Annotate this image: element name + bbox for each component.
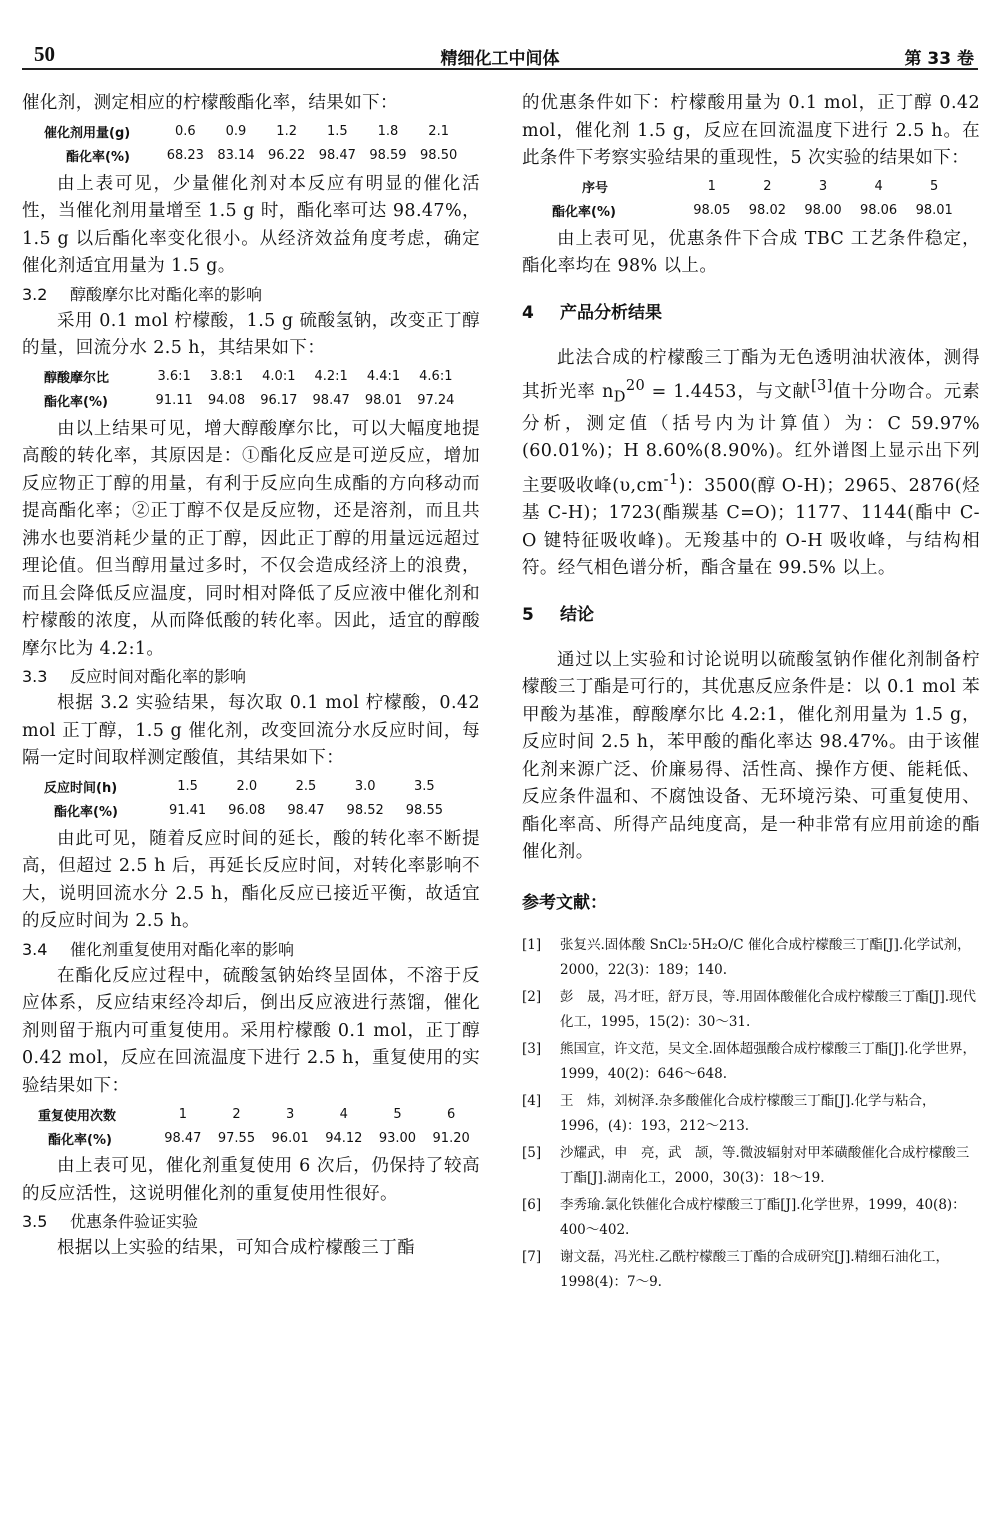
table-cell: 1.5 [326,124,348,139]
table-cell: 3 [818,179,828,194]
table-cell: 97.55 [217,1130,256,1146]
table-cell: 3.0 [354,779,376,794]
table-cell: 0.9 [225,124,247,139]
table-cell: 5 [393,1106,402,1122]
table-cell: 98.55 [405,803,443,818]
reference-number: [6] [522,1196,542,1213]
table-cell: 91.11 [155,393,193,408]
table-cell: 醇酸摩尔比 [44,371,110,386]
table-row [552,199,962,223]
section-number: 3.2 [22,284,48,304]
paragraph: 由上表可见，优惠条件下合成 TBC 工艺条件稳定，酯化率均在 98% 以上。 [522,228,980,276]
references-title: 参考文献： [522,892,607,913]
volume-label: 第 33 卷 [904,49,974,69]
table-cell: 98.47 [318,148,356,163]
table-cell: 酯化率(%) [48,1132,112,1148]
table-cell: 1.5 [177,779,198,794]
table-cell: 2 [763,179,772,194]
section-title: 结论 [560,604,594,625]
section-heading-5 [522,601,980,629]
table-cell: 6 [447,1106,456,1122]
table-cell: 96.17 [260,393,298,408]
references-list [522,933,980,1295]
reference-item [522,1193,980,1243]
reference-number: [3] [522,1040,542,1057]
page-header [22,28,978,70]
table-cell: 98.05 [693,203,731,218]
table-cell: 3.5 [414,779,435,794]
reference-text: 张复兴.固体酸 SnCl₂·5H₂O/C 催化合成柠檬酸三丁酯[J].化学试剂，2000，22(3)：189；140. [560,936,971,978]
table-cell: 0.6 [174,124,196,139]
left-column [22,90,480,1508]
table-cell: 97.24 [417,393,455,408]
table-cell: 2.0 [236,779,258,794]
section-heading-4 [522,299,980,327]
reference-item [522,933,980,983]
table-row [44,775,454,799]
reference-item [522,1089,980,1139]
paragraph: 由上表可见，催化剂重复使用 6 次后，仍保持了较高的反应活性，这说明催化剂的重复使用性很好。 [22,1156,480,1204]
paragraph: 由上表可见，少量催化剂对本反应有明显的催化活性，当催化剂用量增至 1.5 g 时，酯化率可达 98.47%，1.5 g 以后酯化率变化很小。从经济效益角度考虑，确定催化剂适宜用量为 1.5 g。 [22,173,480,276]
reference-text: 谢文磊，冯光柱.乙酰柠檬酸三丁酯的合成研究[J].精细石油化工，1998(4)：7～9. [560,1248,950,1290]
paragraph: 由以上结果可见，增大醇酸摩尔比，可以大幅度地提高酸的转化率，其原因是：①酯化反应是可逆反应，增加反应物正丁醇的用量，有利于反应向生成酯的方向移动而提高酯化率；②正丁醇不仅是反应物，还是溶剂，而且共沸水也要消耗少量的正丁醇，因此正丁醇的用量远远超过理论值。但当醇用量过多时，不仅会造成经济上的浪费，而且会降低反应温度，同时相对降低了反应液中催化剂和柠檬酸的浓度，从而降低酸的转化率。因此，适宜的醇酸摩尔比为 4.2:1。 [22,418,480,659]
table-cell: 98.50 [420,148,458,163]
table-cell: 3.6:1 [157,369,191,384]
reference-text: 王 炜，刘树泽.杂多酸催化合成柠檬酸三丁酯[J].化学与粘合，1996，(4)：193，212～213. [560,1092,936,1134]
table-cell: 98.47 [287,803,325,818]
table-cell: 4.2:1 [314,369,348,384]
table-cell: 98.02 [748,203,786,218]
section-number: 3.5 [22,1212,48,1231]
table-cell: 96.08 [228,803,266,818]
paragraph: 由此可见，随着反应时间的延长，酸的转化率不断提高，但超过 2.5 h 后，再延长反应时间，对转化率影响不大，说明回流水分 2.5 h，酯化反应已接近平衡，故适宜的反应时间为 2.5 h。 [22,828,480,931]
reference-item [522,1245,980,1295]
reference-number: [1] [522,936,542,953]
table-cell: 98.06 [859,203,898,218]
section-heading-3-2 [22,281,480,308]
section-heading-3-4 [22,936,480,963]
table-row [44,144,464,168]
table-cell: 94.12 [325,1130,363,1146]
table-cell: 催化剂用量(g) [44,126,131,141]
table-cell: 94.08 [207,393,246,408]
table-cell: 1 [178,1106,187,1122]
table-cell: 3 [286,1106,295,1122]
table-cell: 93.00 [378,1130,417,1146]
table-cell: 96.01 [271,1130,309,1146]
page-number: 50 [34,42,55,66]
reference-text: 彭 晟，冯才旺，舒万艮，等.用固体酸催化合成柠檬酸三丁酯[J].现代化工，1995，15(2)：30～31. [560,988,977,1030]
section-number: 5 [522,604,534,625]
table-cell: 序号 [582,181,609,196]
table-row [44,365,462,389]
reproducibility-table [552,175,962,223]
table-cell: 98.01 [364,393,403,408]
reaction-time-table [44,775,454,823]
reference-text: 沙耀武，申 亮，武 颉，等.微波辐射对甲苯磺酸催化合成柠檬酸三丁酯[J].湖南化工，2000，30(3)：18～19. [560,1144,970,1186]
table-row [44,799,454,823]
table-cell: 酯化率(%) [44,395,108,410]
table-cell: 1 [707,179,716,194]
table-cell: 83.14 [217,148,255,163]
paragraph: 此法合成的柠檬酸三丁酯为无色透明油状液体，测得其折光率 $n_D^{20} = 1.4453$，与文献[3]值十分吻合。元素分析，测定值（括号内为计算值）为：C 59.97%(60.01%)；H 8.60%(8.90%)。红外谱图上显示出下列主要吸收峰$(\upsilon,cm^{-1})$：3500(醇 O-H)；2965、2876(烃基 C-H)；1723(酯羰基 C=O)；1177、1144(酯中 C-O 键特征吸收峰)。无羧基中的 O-H 吸收峰，与结构相符。经气相色谱分析，酯含量在 99.5% 以上。 [522,347,981,579]
table-cell: 4.6:1 [419,369,453,384]
reference-number: [5] [522,1144,542,1161]
paragraph: 根据以上实验的结果，可知合成柠檬酸三丁酯 [57,1238,415,1258]
table-cell: 98.47 [312,393,350,408]
section-title: 反应时间对酯化率的影响 [70,667,247,686]
table-cell: 酯化率(%) [66,150,130,165]
catalyst-reuse-table [38,1102,478,1150]
table-cell: 98.47 [164,1130,202,1146]
section-number: 3.3 [22,667,48,686]
section-title: 产品分析结果 [560,302,662,323]
section-title: 优惠条件验证实验 [70,1212,199,1231]
paragraph: 的优惠条件如下：柠檬酸用量为 0.1 mol，正丁醇 0.42 mol，催化剂 1.5 g，反应在回流温度下进行 2.5 h。在此条件下考察实验结果的重现性，5 次实验的结果如下： [522,93,980,168]
section-title: 醇酸摩尔比对酯化率的影响 [70,284,263,304]
paragraph: 通过以上实验和讨论说明以硫酸氢钠作催化剂制备柠檬酸三丁酯是可行的，其优惠反应条件是：以 0.1 mol 苯甲酸为基准，醇酸摩尔比 4.2:1，催化剂用量为 1.5 g，反应时间 2.5 h，苯甲酸的酯化率达 98.47%。由于该催化剂来源广泛、价廉易得、活性高、操作方便、能耗低、反应条件温和、不腐蚀设备、无环境污染、可重复使用、酯化率高、所得产品纯度高，是一种非常有应用前途的酯催化剂。 [522,649,980,863]
section-title: 催化剂重复使用对酯化率的影响 [70,939,295,959]
table-cell: 4 [339,1106,348,1122]
paragraph: 催化剂，测定相应的柠檬酸酯化率，结果如下： [22,93,398,113]
section-heading-3-3 [22,663,480,690]
table-cell: 4 [874,179,883,194]
paragraph: 采用 0.1 mol 柠檬酸，1.5 g 硫酸氢钠，改变正丁醇的量，回流分水 2.5 h，其结果如下： [22,310,480,358]
reference-number: [7] [522,1248,542,1265]
table-cell: 98.00 [804,203,842,218]
right-column [522,90,980,1508]
reference-item [522,1037,980,1087]
catalyst-amount-table [44,120,464,168]
table-cell: 5 [930,179,939,194]
section-number: 4 [522,302,534,323]
table-cell: 酯化率(%) [552,205,616,220]
table-cell: 4.4:1 [366,369,401,384]
paragraph: 根据 3.2 实验结果，每次取 0.1 mol 柠檬酸，0.42 mol 正丁醇，1.5 g 催化剂，改变回流分水反应时间，每隔一定时间取样测定酸值，其结果如下： [22,693,480,768]
section-heading-3-5 [22,1208,480,1235]
table-cell: 2.1 [428,124,449,139]
table-row [44,120,464,144]
table-cell: 2.5 [295,779,317,794]
table-cell: 重复使用次数 [38,1108,117,1124]
molar-ratio-table [44,365,462,413]
reference-number: [2] [522,988,542,1005]
paragraph: 在酯化反应过程中，硫酸氢钠始终呈固体，不溶于反应体系，反应结束经冷却后，倒出反应液进行蒸馏，催化剂则留于瓶内可重复使用。采用柠檬酸 0.1 mol，正丁醇 0.42 mol，反应在回流温度下进行 2.5 h，重复使用的实验结果如下： [22,965,480,1096]
table-cell: 3.8:1 [209,369,244,384]
table-cell: 91.41 [168,803,207,818]
reference-number: [4] [522,1092,542,1109]
table-cell: 96.22 [268,148,306,163]
table-cell: 98.01 [915,203,953,218]
table-cell: 4.0:1 [262,369,296,384]
section-number: 3.4 [22,939,48,959]
table-row [38,1102,478,1126]
reference-item [522,1141,980,1191]
table-cell: 98.59 [369,148,407,163]
table-cell: 酯化率(%) [54,805,118,820]
reference-text: 李秀瑜.氯化铁催化合成柠檬酸三丁酯[J].化学世界，1999，40(8)：400～402. [560,1196,966,1238]
table-cell: 反应时间(h) [44,781,118,796]
table-row [44,389,462,413]
table-cell: 68.23 [166,148,204,163]
journal-title: 精细化工中间体 [440,49,560,69]
table-cell: 91.20 [432,1130,470,1146]
table-cell: 1.8 [377,124,399,139]
reference-item [522,985,980,1035]
table-row [552,175,962,199]
table-cell: 98.52 [346,803,384,818]
table-cell: 2 [232,1106,241,1122]
table-row [38,1126,478,1150]
reference-text: 熊国宣，许文范，吴文全.固体超强酸合成柠檬酸三丁酯[J].化学世界，1999，40(2)：646～648. [560,1040,977,1082]
table-cell: 1.2 [276,124,297,139]
